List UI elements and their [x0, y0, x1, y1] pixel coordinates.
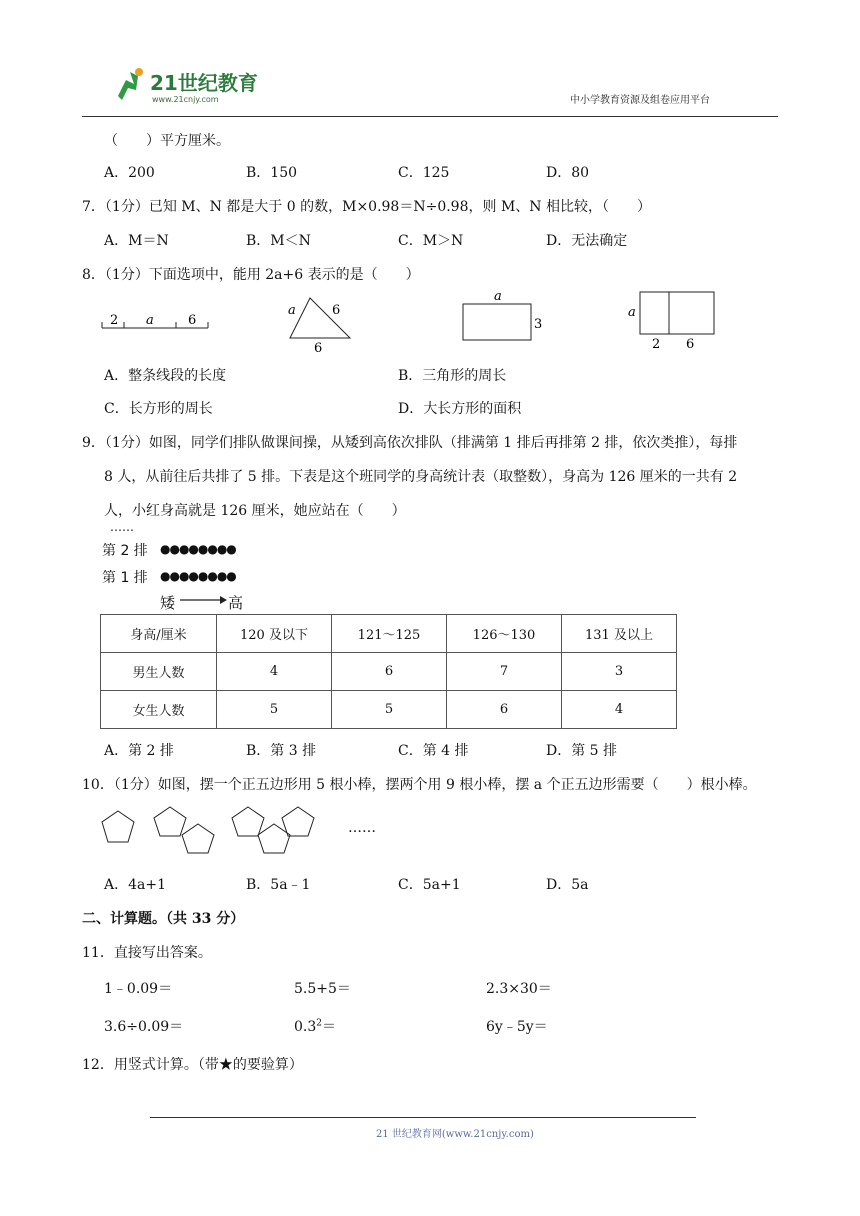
q10-option-d: D．5a — [546, 877, 589, 893]
rect-label-3: 3 — [534, 317, 543, 332]
table-cell: 7 — [447, 653, 562, 691]
footer-text: 21 世纪教育网(www.21cnjy.com) — [376, 1129, 534, 1140]
table-row — [101, 653, 677, 691]
row-1-dots: ●●●●●●●● — [160, 569, 236, 583]
q8-stem: 8．（1分）下面选项中，能用 2a+6 表示的是（ ） — [82, 267, 420, 283]
row-2-label: 第 2 排 — [102, 543, 148, 559]
q7-option-c: C．M＞N — [398, 233, 464, 249]
table-header: 131 及以上 — [562, 615, 677, 653]
q9-option-d: D．第 5 排 — [546, 743, 618, 759]
table-cell: 男生人数 — [101, 653, 217, 691]
q10-stem: 10．（1分）如图，摆一个正五边形用 5 根小棒，摆两个用 9 根小棒，摆 a 个正五边形需要（ ）根小棒。 — [82, 777, 757, 793]
q8-option-d: D．大长方形的面积 — [398, 401, 522, 417]
table-cell: 3 — [562, 653, 677, 691]
tri-label-a: a — [288, 303, 296, 318]
q11-stem: 11．直接写出答案。 — [82, 945, 212, 961]
header-divider — [82, 116, 778, 117]
seg-label-a: a — [146, 313, 154, 328]
table-cell: 5 — [217, 691, 332, 729]
q10-option-a: A．4a+1 — [104, 877, 167, 893]
q6-option-d: D．80 — [546, 165, 590, 181]
q10-ellipsis: …… — [348, 820, 376, 836]
q7-option-a: A．M＝N — [104, 233, 169, 249]
arrow-icon — [178, 592, 228, 608]
seg-label-6: 6 — [188, 313, 197, 328]
arrow-left-label: 矮 — [160, 594, 176, 612]
q10-option-b: B．5a﹣1 — [246, 877, 311, 893]
q7-option-d: D．无法确定 — [546, 233, 628, 249]
logo — [112, 66, 262, 106]
calc-item: 5.5+5＝ — [294, 981, 351, 997]
rect-label-a: a — [494, 290, 502, 304]
table-cell: 4 — [562, 691, 677, 729]
row-1-label: 第 1 排 — [102, 570, 148, 586]
table-cell: 6 — [447, 691, 562, 729]
calc-item: 2.3×30＝ — [486, 981, 552, 997]
calc-item: 3.6÷0.09＝ — [104, 1019, 184, 1035]
q8-option-b: B．三角形的周长 — [398, 368, 507, 384]
table-header-row — [101, 615, 677, 653]
q7-stem: 7．（1分）已知 M、N 都是大于 0 的数，M×0.98＝N÷0.98，则 M、N 相比较，（ ） — [82, 199, 651, 215]
q9-option-a: A．第 2 排 — [104, 743, 174, 759]
row-2-dots: ●●●●●●●● — [160, 542, 236, 556]
q8-option-a: A．整条线段的长度 — [104, 368, 227, 384]
calc-item-power — [294, 1016, 336, 1036]
q9-option-b: B．第 3 排 — [246, 743, 317, 759]
section-2-title: 二、计算题。（共 33 分） — [82, 911, 245, 927]
tri-label-6a: 6 — [332, 303, 341, 318]
table-cell: 女生人数 — [101, 691, 217, 729]
q9-ellipsis: …… — [110, 520, 134, 534]
logo-url: www.21cnjy.com — [152, 95, 219, 104]
table-cell: 5 — [332, 691, 447, 729]
table-header: 身高/厘米 — [101, 615, 217, 653]
q9-line3: 人，小红身高就是 126 厘米，她应站在（ ） — [104, 503, 406, 519]
big-label-2: 2 — [652, 337, 661, 352]
q9-line2: 8 人，从前往后共排了 5 排。下表是这个班同学的身高统计表（取整数），身高为 126 厘米的一共有 2 — [104, 469, 738, 485]
q9-option-c: C．第 4 排 — [398, 743, 469, 759]
q8-option-c: C．长方形的周长 — [104, 401, 213, 417]
table-cell: 4 — [217, 653, 332, 691]
q12-stem: 12．用竖式计算。（带★的要验算） — [82, 1057, 303, 1073]
q10-option-c: C．5a+1 — [398, 877, 461, 893]
calc-item: 1﹣0.09＝ — [104, 981, 173, 997]
power-tail: ＝ — [322, 1019, 336, 1035]
table-header: 126～130 — [447, 615, 562, 653]
arrow-right-label: 高 — [228, 594, 244, 612]
q7-option-b: B．M＜N — [246, 233, 311, 249]
table-cell: 6 — [332, 653, 447, 691]
power-base: 0.3 — [294, 1019, 317, 1035]
footer-divider — [150, 1117, 696, 1118]
q6-option-c: C．125 — [398, 165, 450, 181]
platform-text: 中小学教育资源及组卷应用平台 — [570, 95, 710, 106]
table-header: 120 及以下 — [217, 615, 332, 653]
q8-figures — [98, 290, 718, 356]
big-label-a: a — [628, 305, 636, 320]
calc-item: 6y﹣5y＝ — [486, 1019, 548, 1035]
logo-text: 21世纪教育 — [150, 71, 258, 95]
height-table — [100, 614, 677, 729]
q9-line1: 9．（1分）如图，同学们排队做课间操，从矮到高依次排队（排满第 1 排后再排第 2 排，依次类推），每排 — [82, 435, 738, 451]
seg-label-2: 2 — [110, 313, 119, 328]
big-label-6: 6 — [686, 337, 695, 352]
table-header: 121～125 — [332, 615, 447, 653]
pentagon-figures — [98, 802, 328, 858]
power-exponent: 2 — [316, 1018, 322, 1029]
q6-option-a: A．200 — [104, 165, 155, 181]
table-row — [101, 691, 677, 729]
q6-tail: （ ）平方厘米。 — [104, 133, 230, 149]
tri-label-6b: 6 — [314, 341, 323, 356]
q6-option-b: B．150 — [246, 165, 298, 181]
